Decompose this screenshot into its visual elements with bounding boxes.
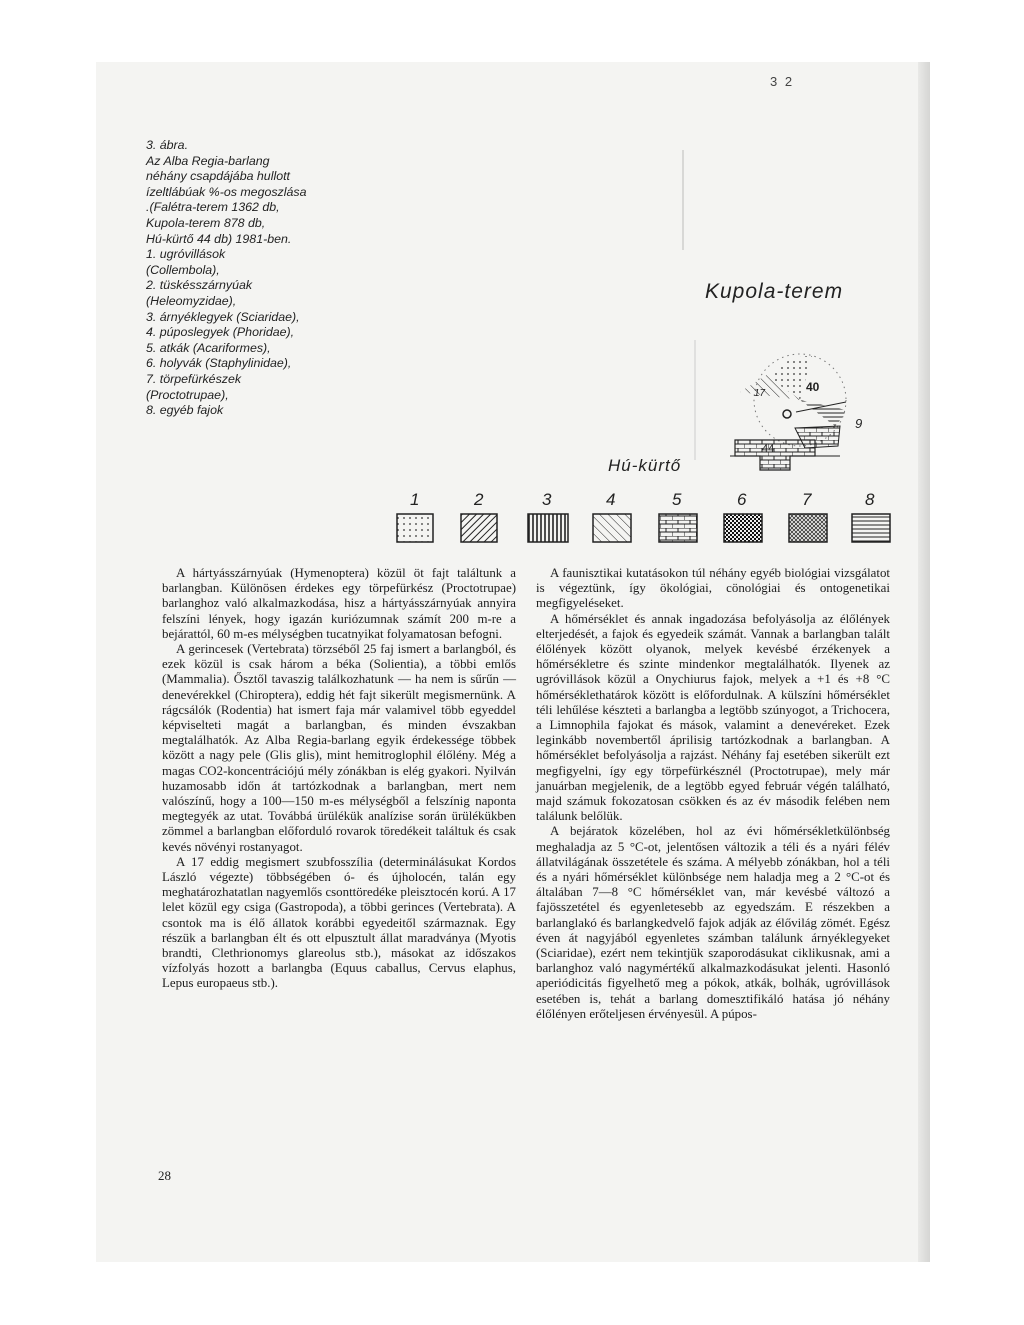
caption-line: 5. atkák (Acariformes),: [146, 340, 271, 355]
caption-line: Hú-kürtő 44 db) 1981-ben.: [146, 231, 292, 246]
legend-box-2: [461, 514, 497, 542]
chart-value-label: 40: [806, 380, 820, 394]
legend-number-8: 8: [865, 490, 875, 509]
legend-box-5: [659, 514, 697, 542]
kupola-center-mark: [783, 410, 791, 418]
page-corner-number: 3 2: [770, 74, 795, 89]
legend-number-3: 3: [542, 490, 552, 509]
legend-number-1: 1: [410, 490, 420, 509]
paragraph: A hőmérséklet és annak ingadozása befolyásolja az élőlények elterjedését, a fajok és egyedeik számát. Vannak a barlangban talált élőlények között olyanok, melyek kevésbé érzékenyek a hőmérsékletre és szinte mindenkor megtalálhatók. Ilyenek az ugróvillások közül a Onychiurus fajok, melyek a +1 és +8 °C hőmérséklethatárok között is előfordulnak. A külszíni hőmérséklet téli lehűlése készteti a barlangba a legtöbb szúnyogot, a Trichocera, a Limnophila fajokat és mások, valamint a denevéreket. Ezek leginkább novembertől áprilisig tartózkodnak a barlangban. A hőmérséklet befolyásolja a rajzást. Néhány faj esetében sikerült ezt megfigyelni, így egy törpefürkésznél (Proctotrupae), mely már januárban megjelenik, de a legtöbb egyed február végén található, majd számuk fokozatosan csökken és az év második felében nem találunk belőlük.: [536, 611, 890, 824]
caption-line: .(Falétra-terem 1362 db,: [146, 200, 280, 215]
chart-value-label-small: 17: [754, 388, 766, 399]
caption-line: 7. törpefürkészek: [146, 371, 242, 386]
paragraph: A hártyásszárnyúak (Hymenoptera) közül öt fajt találtunk a barlangban. Különösen érdekes egy törpefürkész (Proctotrupae) barlanghoz való alkalmazkodása, hisz a hártyásszárnyúak annyira felszíni lények, hogy igazán kuriózumnak számít 200 m-re a bejárattól, 60 m-es mélységben tucatnyikat folyamatosan befogni.: [162, 566, 516, 641]
caption-line: 3. ábra.: [146, 138, 189, 152]
page-number: 28: [158, 1168, 171, 1183]
caption-line: Az Alba Regia-barlang: [146, 153, 270, 168]
legend-number-5: 5: [672, 490, 682, 509]
legend-number-4: 4: [606, 490, 616, 509]
legend-box-4: [593, 514, 631, 542]
kupola-terem-label: Kupola-terem: [705, 280, 844, 303]
legend-number-7: 7: [802, 490, 812, 509]
right-text-column: [536, 566, 890, 1022]
figure-diagram: [0, 0, 1024, 560]
legend-number-6: 6: [737, 490, 747, 509]
paragraph: A gerincesek (Vertebrata) törzséből 25 faj ismert a barlangból, és ezek közül is csak három a béka (Solientia), a többi emlős (Mammalia). Ősztől tavaszig találkozhatunk — ha nem is sűrűn — denevérekkel (Chiroptera), eddig hét fajt sikerült megismernünk. A rágcsálók (Rodentia) hat ismert faja már valamivel több egyeddel képviselteti magát a barlangban, és minden évszakban megtalálhatók. Az Alba Regia-barlang egyik érdekessége többek között a nagy pele (Glis glis), mint hemitroglophil élőlény. Még a magas CO2-koncentrációjú mély zónákban is elég gyakori. Nyilván huzamosabb időn át tartózkodnak a barlangban, mert nem valószínű, hogy a 100—150 m-es mélységből a felszínig naponta megtegyék az utat. Továbbá ürülékük analízise során ürülékükben zömmel a barlangban előforduló rovarok töredékeit találtuk és csak kevés növényi rostanyagot.: [162, 642, 516, 854]
hukurto-brick-chart: [730, 426, 840, 470]
legend-number-2: 2: [474, 490, 484, 509]
caption-line: 8. egyéb fajok: [146, 403, 224, 418]
paragraph: A 17 eddig megismert szubfosszília (determinálásukat Kordos László végezte) többségében ó- és újholocén, talán egy meghatározhatatlan nagyemlős csonttöredéke pleisztocén korú. A 17 lelet közül egy csiga (Gastropoda), a többi gerinces (Vertebrata). A csontok ma is élő állatok korábbi egyedeitől származnak. Egy részük a barlangban élt és ott elpusztult állat maradványa (Myotis brandti, Clethrionomys glareolus stb.), másokat az időszakos vízfolyás hozott a barlangba (Equus caballus, Cervus elaphus, Lepus europaeus stb.).: [162, 854, 516, 991]
left-text-column: [162, 566, 516, 992]
caption-line: Kupola-terem 878 db,: [146, 215, 266, 230]
paragraph: A faunisztikai kutatásokon túl néhány egyéb biológiai vizsgálatot is végeztünk, így ökológiai, cönológiai és ontogenetikai megfigyeléseket.: [536, 566, 890, 611]
caption-line: (Collembola),: [146, 262, 220, 277]
legend-box-8: [852, 514, 890, 542]
caption-line: (Proctotrupae),: [146, 387, 229, 402]
legend-box-1: [397, 514, 433, 542]
caption-line: 2. tüskésszárnyúak: [146, 278, 253, 293]
caption-line: 3. árnyéklegyek (Sciaridae),: [146, 309, 300, 324]
legend-box-3: [528, 514, 568, 542]
legend-box-6: [724, 514, 762, 542]
caption-line: néhány csapdájába hullott: [146, 169, 290, 184]
paragraph: A bejáratok közelében, hol az évi hőmérsékletkülönbség meghaladja az 5 °C-ot, jelentősen változik a téli és a nyári félév állatvilágának összetétele és száma. A mélyebb zónákban, hol a téli és a nyári hőmérséklet különbsége nem haladja meg a 2 °C-ot és általában 7—8 °C hőmérséklet van, már kevésbé változó a fajösszetétel és egyenletesebb az egyedszám. E részekben a barlanglakó és barlangkedvelő fajok adják az élővilág zömét. Egész éven át nagyjából egyenletes számban találunk árnyéklegyeket (Sciaridae), ezért nem tekintjük szaporodásukat ciklikusnak, ami a barlanghoz való nagymértékű alkalmazkodásukat jelenti. Hasonló aperiódicitás figyelhető meg a pókok, atkák, bolhák, ugróvillások esetében is, tehát a barlang domesztifikáló hatása jó néhány élőlényen erőteljesen érvényesül. A púpos-: [536, 824, 890, 1021]
caption-line: ízeltlábúak %-os megoszlása: [146, 184, 307, 199]
legend-box-7: [789, 514, 827, 542]
caption-line: (Heleomyzidae),: [146, 293, 237, 308]
chart-value-label: 9: [855, 416, 863, 431]
caption-line: 1. ugróvillások: [146, 247, 226, 262]
caption-line: 6. holyvák (Staphylinidae),: [146, 356, 292, 371]
kupola-segment-8: [800, 400, 846, 426]
caption-line: 4. púposlegyek (Phoridae),: [146, 325, 295, 340]
hu-kurto-label: Hú-kürtő: [608, 456, 682, 475]
chart-value-label: 44: [762, 443, 775, 455]
